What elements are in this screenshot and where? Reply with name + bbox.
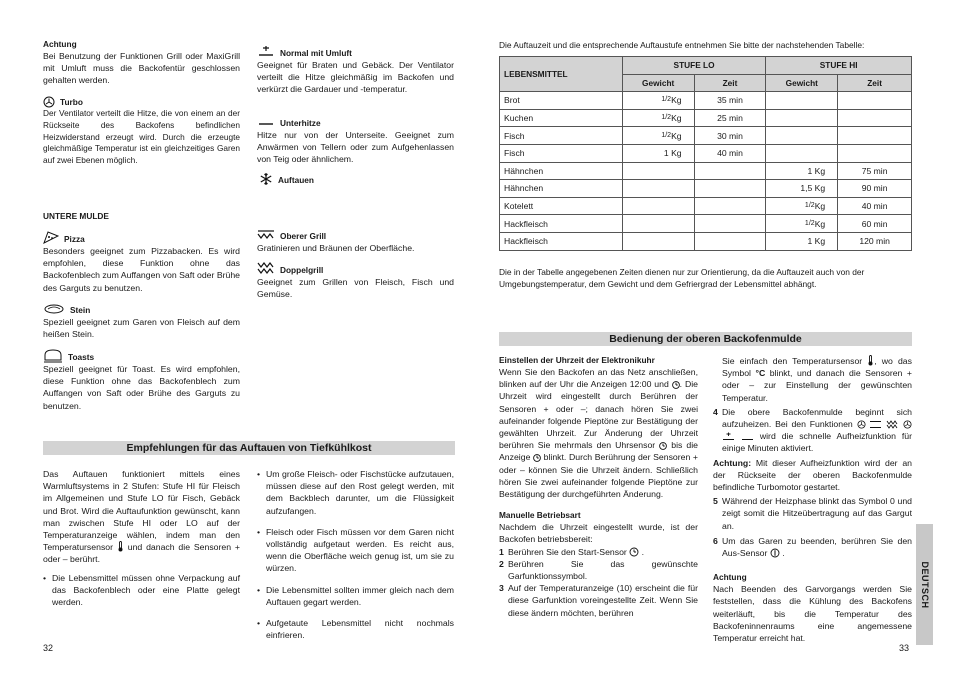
auftauen-heading: Auftauen (278, 175, 314, 185)
thermometer-icon (117, 541, 124, 552)
toasts-heading: Toasts (68, 352, 95, 362)
table-row (500, 127, 912, 145)
turbo-heading: Turbo (60, 97, 83, 107)
cell-lo-time (694, 232, 766, 250)
col-header-stufe-hi: STUFE HI (766, 57, 912, 75)
cell-lo-weight (622, 162, 694, 180)
clock-icon (672, 381, 680, 389)
empfehlungen-heading: Empfehlungen für das Auftauen von Tiefkühlkost (43, 441, 455, 455)
bottom-heat-icon (741, 432, 754, 441)
pizza-section (43, 231, 240, 294)
cell-lo-weight (622, 215, 694, 233)
cell-lo-time (694, 162, 766, 180)
cell-hi-weight (766, 144, 838, 162)
col-header-hi-weight: Gewicht (766, 74, 838, 92)
list-item: 3 Auf der Temperaturanzeige (10) erscheint die für diese Garfunktion voreingestellte Zeit. Wenn Sie diese ändern möchten, berühren (499, 583, 698, 618)
cell-food: Kuchen (500, 109, 623, 127)
list-item: 2 Berühren Sie das gewünschte Garfunktionssymbol. (499, 558, 698, 582)
clock-icon (533, 454, 541, 462)
language-side-tab-label: DEUTSCH (919, 560, 930, 609)
bedienung-column-1 (499, 355, 698, 619)
bedienung-column-2 (713, 355, 912, 644)
turbo-fan-icon (903, 420, 912, 429)
doppelgrill-heading: Doppelgrill (280, 265, 324, 275)
cell-hi-weight: 1 Kg (766, 232, 838, 250)
empfehlungen-bullets-left (43, 572, 240, 609)
cell-hi-time: 90 min (838, 180, 912, 198)
uhrzeit-text: Wenn Sie den Backofen an das Netz anschließen, blinken auf der Uhr die Anzeigen 12:00 und . Die Uhrzeit wird eingestellt durch Berühren der Sensoren + oder –; danach hören Sie zwei aufeinander folgende Pieptöne zur Bestätigung der gewählten Uhrzeit. Zur Änderung der Uhrzeit berühren Sie mehrmals den Uhrsensor bis die Anzeige blinkt. Durch Berührung der Sensoren + oder – können Sie die Uhrzeit ändern. Schließlich hören Sie zwei aufeinander folgende Pieptöne zur Bestätigung der durchgeführten Änderung. (499, 367, 698, 500)
cell-hi-time (838, 109, 912, 127)
cell-hi-weight: $^{1/2}$Kg (766, 215, 838, 233)
cell-lo-time (694, 197, 766, 215)
steps-4 (713, 406, 912, 455)
list-item: 6 Um das Garen zu beenden, berühren Sie den Aus-Sensor . (713, 535, 912, 559)
untere-mulde-heading: UNTERE MULDE (43, 211, 109, 221)
table-row (500, 92, 912, 110)
fan-bottom-heat-icon (257, 45, 275, 57)
doppelgrill-text: Geeignet zum Grillen von Fleisch, Fisch und Gemüse. (257, 277, 454, 300)
half-fraction: 1/2 (661, 114, 672, 122)
cell-lo-time (694, 180, 766, 198)
list-item: 5 Während der Heizphase blinkt das Symbol 0 und zeigt somit die Hitzeübertragung auf das Gargut an. (713, 496, 912, 531)
doppelgrill-section (257, 261, 454, 300)
cell-lo-weight (622, 232, 694, 250)
cell-lo-weight (622, 197, 694, 215)
turbo-fan-icon (857, 420, 866, 429)
cell-lo-time: 35 min (694, 92, 766, 110)
table-row (500, 162, 912, 180)
fan-bottom-heat-icon (722, 432, 735, 441)
cell-lo-time: 30 min (694, 127, 766, 145)
list-item: 4 Die obere Backofenmulde beginnt sich aufzuheizen. Bei den Funktionen wird die schnelle Aufheizfunktion für einige Minuten aktiviert. (713, 406, 912, 454)
list-item: • Um große Fleisch- oder Fischstücke aufzutauen, müssen diese auf den Rost gelegt werden, mit dem Backblech darunter, um die Flüssigkeit aufzufangen. (257, 468, 454, 517)
steps-5-6 (713, 495, 912, 559)
list-item: • Die Lebensmittel müssen ohne Verpackung auf das Backofenblech oder eine Platte gelegt werden. (43, 572, 240, 609)
col-header-food: LEBENSMITTEL (500, 57, 623, 92)
achtung2-heading: Achtung (713, 572, 747, 583)
cell-lo-time: 25 min (694, 109, 766, 127)
manuell-intro: Nachdem die Uhrzeit eingestellt wurde, ist der Backofen betriebsbereit: (499, 522, 698, 545)
list-item: • Fleisch oder Fisch müssen vor dem Garen nicht vollständig aufgetaut werden. Es reicht aus, wenn die Oberfläche weich genug ist, um sie zu würzen. (257, 526, 454, 575)
empfehlungen-bullets-right (257, 468, 454, 650)
bottom-heat-icon (257, 117, 275, 127)
empfehlungen-bullet-list (257, 468, 454, 641)
table-row (500, 232, 912, 250)
cell-hi-weight: 1,5 Kg (766, 180, 838, 198)
table-row (500, 144, 912, 162)
half-fraction: 1/2 (661, 131, 672, 139)
cell-hi-weight (766, 127, 838, 145)
achtung2-text: Nach Beenden des Garvorgangs werden Sie feststellen, dass die Kühlung des Backofens weiterläuft, bis die Temperatur des Backofeninnenraums eine angemessene Temperatur erreicht hat. (713, 584, 912, 644)
auftauen-section (259, 172, 454, 186)
stein-text: Speziell geeignet zum Garen von Fleisch auf dem heißen Stein. (43, 317, 240, 340)
normal-umluft-heading: Normal mit Umluft (280, 48, 352, 58)
cell-hi-weight: $^{1/2}$Kg (766, 197, 838, 215)
thaw-table (499, 56, 912, 251)
oberer-grill-text: Gratinieren und Bräunen der Oberfläche. (257, 243, 415, 253)
cell-hi-time: 40 min (838, 197, 912, 215)
snowflake-icon (259, 172, 273, 186)
cell-lo-time: 40 min (694, 144, 766, 162)
cell-food: Kotelett (500, 197, 623, 215)
top-grill-icon (257, 229, 275, 239)
achtung-section (43, 39, 240, 87)
cell-lo-weight: 1 Kg (622, 144, 694, 162)
cell-hi-time: 60 min (838, 215, 912, 233)
cell-lo-weight: $^{1/2}$Kg (622, 92, 694, 110)
cell-lo-time (694, 215, 766, 233)
off-sensor-icon (770, 548, 780, 558)
cell-lo-weight: $^{1/2}$Kg (622, 109, 694, 127)
cell-hi-time: 75 min (838, 162, 912, 180)
oberer-grill-section (257, 229, 454, 254)
stone-icon (43, 303, 65, 315)
table-intro: Die Auftauzeit und die entsprechende Auftaustufe entnehmen Sie bitte der nachstehenden Tabelle: (499, 40, 865, 50)
toasts-text: Speziell geeignet für Toast. Es wird empfohlen, diese Funktion ohne das Backofenblech zum Auffangen von Saft oder Brühe des Garguts zu benutzen. (43, 364, 240, 411)
turbo-fan-icon (43, 96, 55, 108)
cell-hi-weight (766, 109, 838, 127)
cell-food: Brot (500, 92, 623, 110)
col-header-hi-time: Zeit (838, 74, 912, 92)
achtung-note: Achtung: Mit dieser Aufheizfunktion wird der an der Rückseite der oberen Backofenmulde befindliche Turbomotor gestartet. (713, 457, 912, 493)
cell-hi-time (838, 144, 912, 162)
pizza-text: Besonders geeignet zum Pizzabacken. Es wird empfohlen, diese Funktion ohne das Backofenblech zum Auffangen von Saft oder Brühe des Garguts zu benutzen. (43, 246, 240, 293)
empfehlungen-intro-b: und danach die Sensoren + oder – berührt. (43, 542, 240, 565)
half-fraction: 1/2 (661, 96, 672, 104)
col-header-stufe-lo: STUFE LO (622, 57, 766, 75)
achtung-text: Bei Benutzung der Funktionen Grill oder MaxiGrill mit Umluft muss die Backofentür geschlossen gehalten werden. (43, 51, 240, 86)
toast-icon (43, 349, 63, 363)
pizza-icon (43, 231, 59, 244)
cell-food: Hähnchen (500, 180, 623, 198)
empfehlungen-intro-a: Das Auftauen funktioniert mittels eines Warmluftsystems in 2 Stufen: Stufe HI für Fleisch im Allgemeinen und Stufe LO für Fisch, Gebäck und Brot. Wird die Auftaufunktion gewünscht, kann man zwischen Stufe HI oder LO auf der Temperaturanzeige wählen, indem man den Temperatursensor (43, 469, 240, 553)
celsius-symbol: °C (755, 368, 766, 379)
normal-umluft-text: Geeignet für Braten und Gebäck. Der Ventilator verteilt die Hitze gleichmäßig im Backofen und verkürzt die Gardauer und -temperatur. (257, 60, 454, 95)
manuell-steps (499, 546, 698, 619)
turbo-text: Der Ventilator verteilt die Hitze, die von einem an der Rückseite des Backofens befindlichen Heizwiderstand erzeugt wird. Durch die erzeugte gleichmäßige Temperatur ist ein gleichzeitiges Garen auf zwei Ebenen möglich. (43, 108, 240, 166)
cell-hi-time: 120 min (838, 232, 912, 250)
page-number-right: 33 (899, 643, 910, 653)
top-bottom-heat-icon (869, 420, 882, 429)
cell-lo-weight (622, 180, 694, 198)
cell-hi-weight (766, 92, 838, 110)
list-item: • Aufgetaute Lebensmittel nicht nochmals einfrieren. (257, 617, 454, 641)
unterhitze-text: Hitze nur von der Unterseite. Geeignet zum Anwärmen von Tellern oder zum Aufgehenlassen von Teig oder ähnlichem. (257, 130, 454, 165)
cell-food: Hähnchen (500, 162, 623, 180)
double-grill-icon (257, 261, 275, 275)
cell-hi-time (838, 127, 912, 145)
cell-food: Hackfleisch (500, 232, 623, 250)
step3-continued: Sie einfach den Temperatursensor , wo das Symbol °C blinkt, und danach die Sensoren + oder – zur Einstellung der gewünschten Temperatur. (722, 356, 912, 403)
unterhitze-section (257, 117, 454, 166)
list-item: • Die Lebensmittel sollten immer gleich nach dem Auftauen gegart werden. (257, 584, 454, 608)
normal-umluft-section (257, 45, 454, 96)
clock-icon (659, 442, 667, 450)
cell-hi-time (838, 92, 912, 110)
half-fraction: 1/2 (804, 219, 815, 227)
half-fraction: 1/2 (804, 202, 815, 210)
table-row (500, 109, 912, 127)
col-header-lo-time: Zeit (694, 74, 766, 92)
oberer-grill-heading: Oberer Grill (280, 231, 327, 241)
pizza-heading: Pizza (64, 234, 85, 244)
cell-lo-weight: $^{1/2}$Kg (622, 127, 694, 145)
toasts-section (43, 349, 240, 412)
double-grill-icon (886, 420, 899, 429)
language-side-tab (916, 524, 933, 645)
unterhitze-heading: Unterhitze (280, 118, 321, 128)
page-number-left: 32 (43, 643, 54, 653)
stein-heading: Stein (70, 305, 91, 315)
table-row (500, 197, 912, 215)
table-row (500, 180, 912, 198)
cell-hi-weight: 1 Kg (766, 162, 838, 180)
turbo-section (43, 96, 240, 167)
list-item: 1 Berühren Sie den Start-Sensor . (499, 546, 645, 557)
achtung-heading: Achtung (43, 39, 77, 49)
start-sensor-icon (629, 547, 639, 557)
stein-section (43, 303, 240, 340)
table-row (500, 215, 912, 233)
uhrzeit-heading: Einstellen der Uhrzeit der Elektronikuhr (499, 355, 655, 365)
cell-food: Fisch (500, 144, 623, 162)
table-note: Die in der Tabelle angegebenen Zeiten dienen nur zur Orientierung, da die Auftauzeit auch von der Umgebungstemperatur, dem Gewicht und dem Gefriergrad der Lebensmittel abhängt. (499, 267, 865, 290)
cell-food: Hackfleisch (500, 215, 623, 233)
manuell-heading: Manuelle Betriebsart (499, 510, 581, 521)
empfehlungen-intro (43, 468, 240, 617)
bedienung-heading: Bedienung der oberen Backofenmulde (499, 332, 912, 346)
col-header-lo-weight: Gewicht (622, 74, 694, 92)
cell-food: Fisch (500, 127, 623, 145)
